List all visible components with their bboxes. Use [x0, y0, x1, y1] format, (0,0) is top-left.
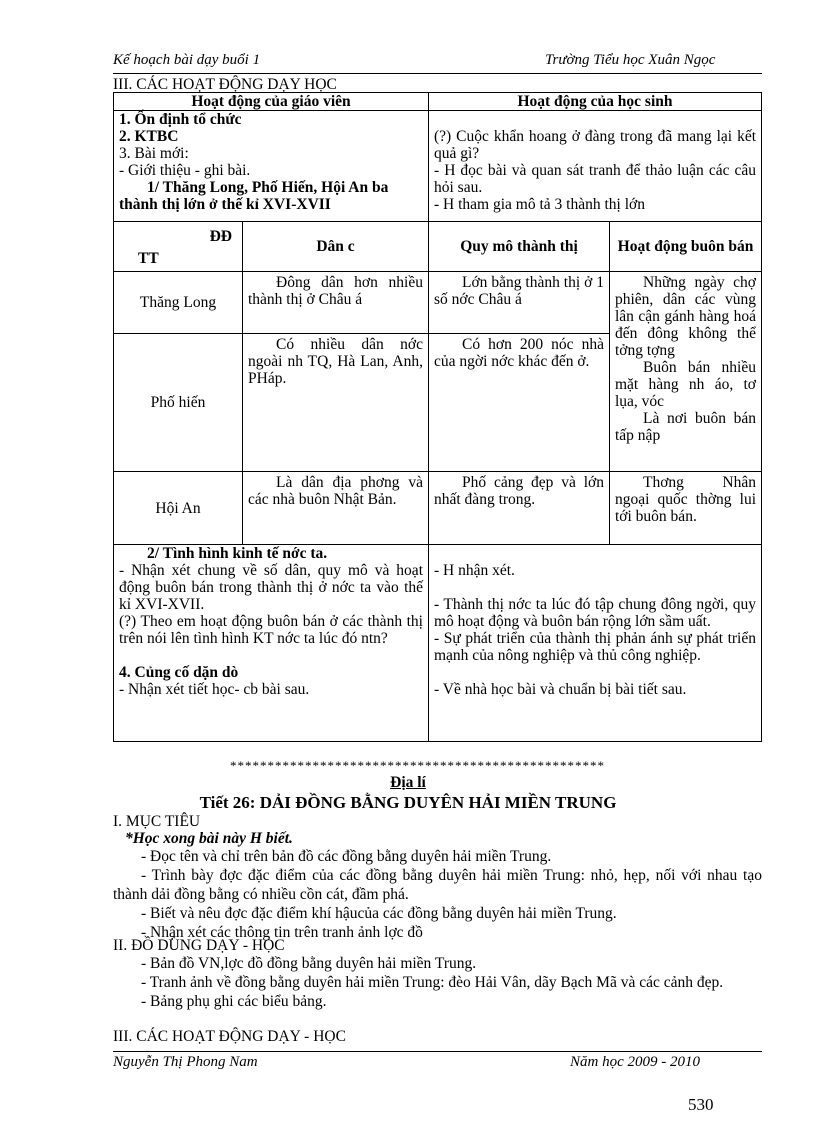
student-line: - Thành thị nớc ta lúc đó tập chung đông ngời, quy mô hoạt động và buôn bán rộng lớn sầm uất. [434, 596, 756, 630]
objectives-section [113, 812, 762, 942]
trade-text: Những ngày chợ phiên, dân các vùng lân cận gánh hàng hoá đến đông không thể tởng tợng [615, 274, 756, 359]
header-left: Kế hoạch bài dạy buổi 1 [113, 52, 261, 68]
student-line: - Về nhà học bài và chuẩn bị bài tiết sau. [434, 681, 687, 698]
header-right: Trường Tiểu học Xuân Ngọc [545, 52, 716, 68]
col-student-header: Hoạt động của học sinh [429, 93, 762, 111]
teacher-line: 4. Củng cố dặn dò [119, 664, 239, 681]
objective-item: - Đọc tên và chỉ trên bản đồ các đồng bằng duyên hải miền Trung. [141, 848, 552, 865]
dan-cu-cell: Là dân địa phơng và các nhà buôn Nhật Bản. [243, 472, 429, 545]
city-name: Thăng Long [114, 272, 243, 334]
material-item: - Bản đồ VN,lợc đồ đồng bằng duyên hải miền Trung. [141, 955, 477, 972]
dan-cu-cell: Đông dân hơn nhiều thành thị ở Châu á [243, 272, 429, 334]
teacher-line: 3. Bài mới: [119, 145, 189, 162]
trade-cell [610, 272, 762, 472]
dd-label: ĐĐ [209, 228, 232, 245]
trade-text: Là nơi buôn bán tấp nập [615, 410, 756, 444]
teacher-economy-cell [114, 545, 429, 742]
subject-title: Địa lí [390, 774, 426, 791]
quy-mo-cell: Phố cảng đẹp và lớn nhất đàng trong. [429, 472, 610, 545]
header-rule [113, 73, 762, 74]
dan-cu-header: Dân c [243, 222, 429, 272]
material-item: - Bảng phụ ghi các biểu bảng. [141, 993, 327, 1010]
student-line: (?) Cuộc khẩn hoang ở đàng trong đã mang lại kết quả gì? [434, 128, 756, 162]
teacher-line: (?) Theo em hoạt động buôn bán ở các thành thị trên nói lên tình hình KT nớc ta lúc đó ntn? [119, 613, 423, 647]
objective-item: - Nhận xét các thông tin trên tranh ảnh lợc đồ [141, 924, 423, 941]
city-name: Phố hiến [114, 334, 243, 472]
student-line: - H tham gia mô tả 3 thành thị lớn [434, 196, 645, 213]
footer-left: Nguyễn Thị Phong Nam [113, 1054, 258, 1070]
corner-cell [114, 222, 243, 272]
city-name: Hội An [114, 472, 243, 545]
quy-mo-cell: Có hơn 200 nóc nhà của ngời nớc khác đến ở. [429, 334, 610, 472]
materials-section [113, 938, 762, 1011]
objectives-heading: I. MỤC TIÊU [113, 813, 201, 830]
quy-mo-header: Quy mô thành thị [429, 222, 610, 272]
footer-rule [113, 1051, 762, 1052]
teacher-line: - Nhận xét tiết học- cb bài sau. [119, 681, 310, 698]
teacher-line: 2. KTBC [119, 128, 179, 145]
teacher-intro-cell [114, 111, 429, 222]
lesson-heading-2: 2/ Tình hình kinh tế nớc ta. [147, 545, 328, 562]
trade-text: Buôn bán nhiều mặt hàng nh áo, tơ lụa, vóc [615, 359, 756, 410]
tt-label: TT [138, 250, 159, 267]
student-line: - Sự phát triển của thành thị phản ánh sự phát triển mạnh của nông nghiệp và thủ công nghiệp. [434, 630, 756, 664]
star-separator: ************************************************** [230, 758, 605, 773]
teacher-line: - Giới thiệu - ghi bài. [119, 162, 251, 179]
material-item: - Tranh ảnh về đồng bằng duyên hải miền Trung: đèo Hải Vân, dãy Bạch Mã và các cảnh đẹp. [141, 974, 724, 991]
student-intro-cell [429, 111, 762, 222]
section-title: III. CÁC HOẠT ĐỘNG DẠY HỌC [113, 76, 337, 93]
quy-mo-cell: Lớn bằng thành thị ở 1 số nớc Châu á [429, 272, 610, 334]
objective-item: - Trình bày đợc đặc điểm của các đồng bằng duyên hải miền Trung: nhỏ, hẹp, nối với nhau tạo thành dải đồng bằng có nhiều cồn cát, đầm phá. [113, 867, 762, 903]
objectives-lead: *Học xong bài này H biết. [125, 830, 293, 847]
activities-heading: III. CÁC HOẠT ĐỘNG DẠY - HỌC [113, 1028, 346, 1045]
trade-cell: Thơng Nhân ngoại quốc thờng lui tới buôn bán. [610, 472, 762, 545]
lesson-name: : DẢI ĐỒNG BẰNG DUYÊN HẢI MIỀN TRUNG [249, 793, 617, 812]
activities-table [113, 92, 762, 742]
student-economy-cell [429, 545, 762, 742]
lesson-prefix: Tiết 26 [199, 793, 250, 812]
student-line: - H nhận xét. [434, 562, 515, 579]
objective-item: - Biết và nêu đợc đặc điểm khí hậucủa các đồng bằng duyên hải miền Trung. [141, 905, 617, 922]
student-line: - H đọc bài và quan sát tranh để thảo luận các câu hỏi sau. [434, 162, 756, 196]
teacher-line: - Nhận xét chung về số dân, quy mô và hoạt động buôn bán trong thành thị ở nớc ta vào thế kỉ XVI-XVII. [119, 562, 423, 613]
hoat-dong-header: Hoạt động buôn bán [610, 222, 762, 272]
footer-right: Năm học 2009 - 2010 [570, 1054, 700, 1070]
teacher-line: 1. Ổn định tổ chức [119, 111, 242, 128]
lesson-heading-1: 1/ Thăng Long, Phố Hiến, Hội An ba thành thị lớn ở thế kỉ XVI-XVII [119, 179, 389, 213]
page-number: 530 [688, 1095, 714, 1114]
lesson-title [0, 793, 816, 813]
col-teacher-header: Hoạt động của giáo viên [114, 93, 429, 111]
materials-heading: II. ĐỒ DÙNG DẠY - HỌC [113, 937, 285, 954]
dan-cu-cell: Có nhiều dân nớc ngoài nh TQ, Hà Lan, Anh, PHáp. [243, 334, 429, 472]
